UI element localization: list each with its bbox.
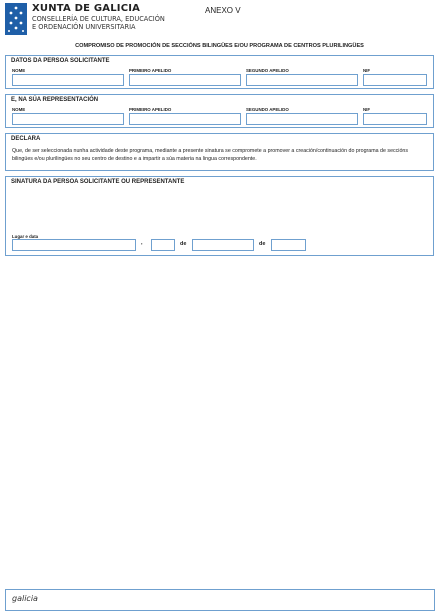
logo-subtitle-1: CONSELLERÍA DE CULTURA, EDUCACIÓN bbox=[32, 15, 165, 23]
applicant-name-label: NOME bbox=[12, 68, 26, 73]
month-field[interactable] bbox=[192, 239, 254, 251]
applicant-section-title: DATOS DA PERSOA SOLICITANTE bbox=[11, 58, 110, 64]
de-separator-2: de bbox=[259, 241, 266, 247]
header bbox=[5, 3, 435, 39]
representative-section bbox=[5, 94, 434, 128]
day-field[interactable] bbox=[151, 239, 175, 251]
representative-nif-label: NIF bbox=[363, 107, 371, 112]
representative-second-surname-label: SEGUNDO APELIDO bbox=[246, 107, 289, 112]
applicant-first-surname-label: PRIMEIRO APELIDO bbox=[129, 68, 172, 73]
year-field[interactable] bbox=[271, 239, 306, 251]
applicant-first-surname-field[interactable] bbox=[129, 74, 241, 86]
representative-first-surname-field[interactable] bbox=[129, 113, 241, 125]
representative-first-surname-label: PRIMEIRO APELIDO bbox=[129, 107, 172, 112]
representative-second-surname-field[interactable] bbox=[246, 113, 358, 125]
logo-subtitle-2: E ORDENACIÓN UNIVERSITARIA bbox=[32, 22, 136, 31]
annex-label: ANEXO V bbox=[205, 6, 241, 15]
representative-name-field[interactable] bbox=[12, 113, 124, 125]
logo-title: XUNTA DE GALICIA bbox=[32, 3, 141, 14]
representative-section-title: E, NA SÚA REPRESENTACIÓN bbox=[11, 97, 99, 103]
place-date-label: Lugar e data bbox=[12, 234, 39, 239]
xunta-shield-icon bbox=[5, 3, 27, 35]
applicant-section bbox=[5, 55, 434, 89]
applicant-nif-field[interactable] bbox=[363, 74, 427, 86]
signature-section bbox=[5, 176, 434, 256]
de-separator-1: de bbox=[180, 241, 187, 247]
applicant-second-surname-label: SEGUNDO APELIDO bbox=[246, 68, 289, 73]
form-title: COMPROMISO DE PROMOCIÓN DE SECCIÓNS BILINGÜES E/OU PROGRAMA DE CENTROS PLURILINGÜES bbox=[75, 43, 364, 49]
signature-section-title: SINATURA DA PERSOA SOLICITANTE OU REPRESENTANTE bbox=[11, 179, 185, 185]
declaration-text: Que, de ser seleccionada nunha actividade deste programa, mediante a presente sinatura se compromete a promover a creación/continuación do programa de seccións bilingües e/ou plurilingües no seu centro de destino e a impartir a súa materia na lingua correspondente. bbox=[12, 148, 409, 162]
applicant-name-field[interactable] bbox=[12, 74, 124, 86]
footer bbox=[5, 589, 435, 611]
representative-nif-field[interactable] bbox=[363, 113, 427, 125]
galicia-logo-icon: galicia bbox=[12, 594, 38, 603]
applicant-second-surname-field[interactable] bbox=[246, 74, 358, 86]
comma-separator: , bbox=[141, 240, 143, 246]
applicant-nif-label: NIF bbox=[363, 68, 371, 73]
declaration-section bbox=[5, 133, 434, 171]
place-field[interactable] bbox=[12, 239, 136, 251]
declaration-section-title: DECLARA bbox=[11, 136, 41, 142]
logo-text bbox=[32, 4, 165, 32]
representative-name-label: NOME bbox=[12, 107, 26, 112]
